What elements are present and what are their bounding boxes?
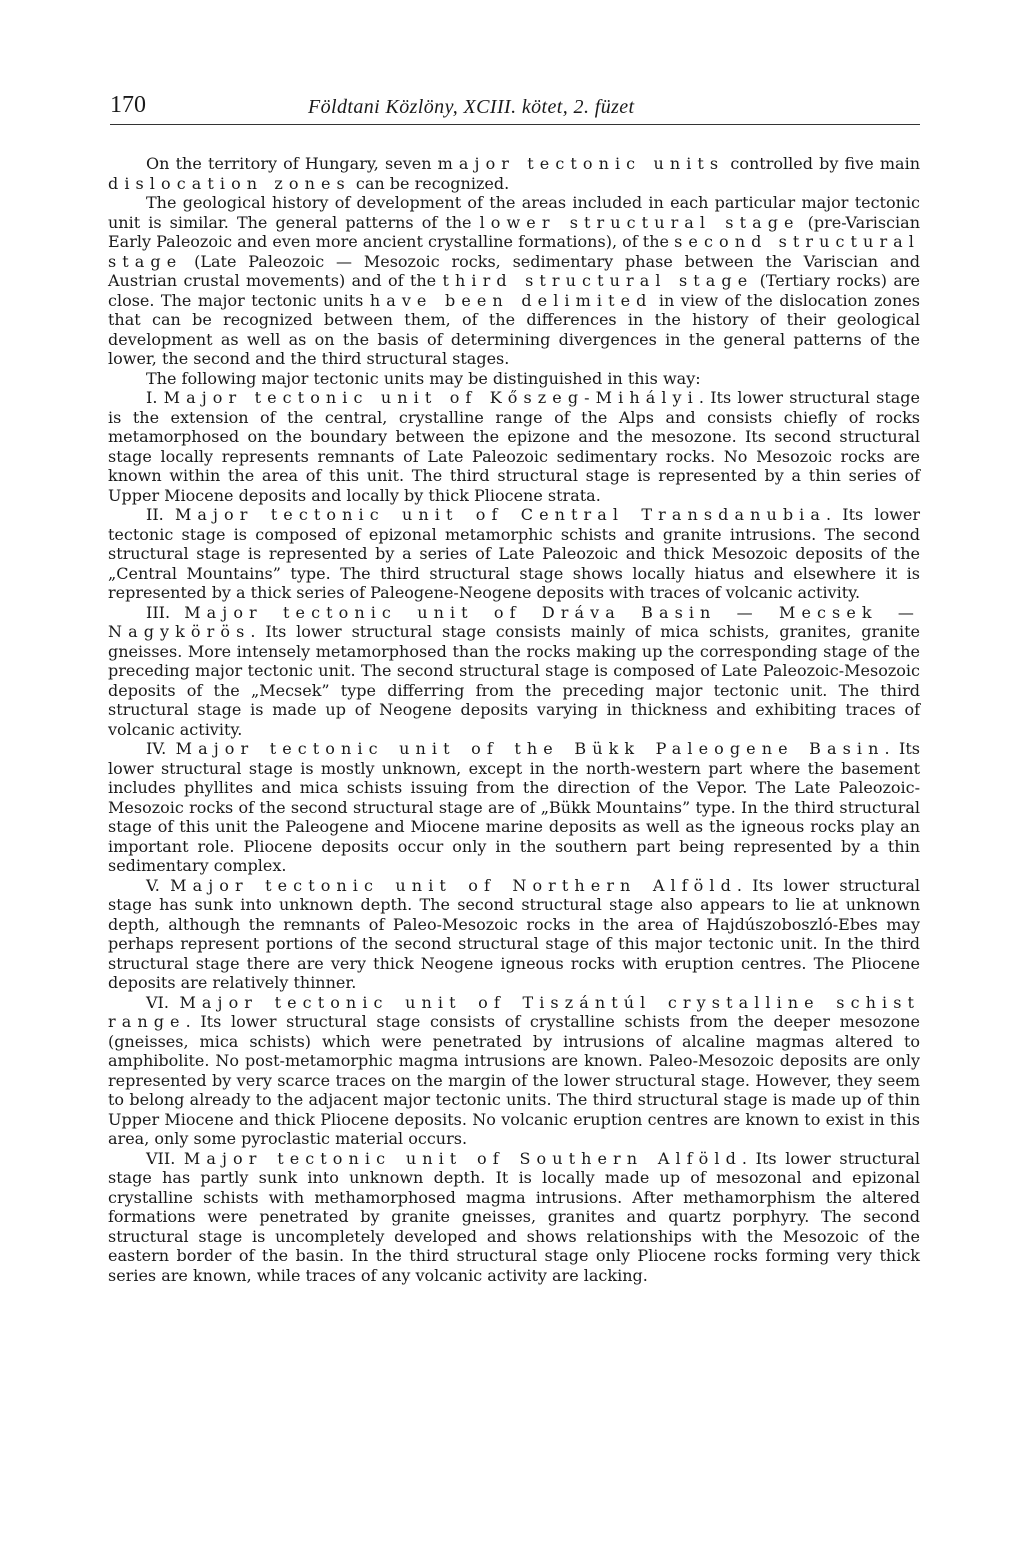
unit-heading: Major tectonic unit of Southern Alföld <box>183 1148 742 1168</box>
text-run: can be recognized. <box>350 173 510 193</box>
unit-numeral: III. <box>146 602 185 622</box>
unit-text: . Its lower structural stage is the extension of the central, crystalline range of the Alps and consists chiefly of rocks metamorphosed on the boundary between the epizone and the mesozone. Its second structural stage locally represents remnants of Late Paleozoic sedimentary rocks. No Mesozoic rocks are known within the area of this unit. The third structural stage is represented by a thin series of Upper Miocene deposits and locally by thick Pliocene strata. <box>108 388 920 505</box>
unit-heading: Major tectonic unit of Northern Alföld <box>170 875 737 895</box>
spaced-term: dislocation zones <box>108 173 351 193</box>
text-run: (Late Paleozoic — Mesozoic rocks, sedimentary phase between the Variscian and Austrian crustal movements) and of the <box>108 251 920 290</box>
paragraph-unit-7 <box>108 1149 920 1286</box>
unit-heading: Major tectonic unit of Central Transdanubia <box>174 505 826 524</box>
spaced-term: third structural stage <box>442 271 754 290</box>
unit-text: . Its lower structural stage consists mainly of mica schists, granites, granite gneisses. More intensely metamorphosed than the rocks making up the corresponding stage of the preceding major tectonic unit. The second structural stage is composed of Late Paleozoic-Mesozoic deposits of the „Mecsek” type differring from the preceding major tectonic unit. The third structural stage is made up of Neogene deposits varying in thickness and exhibiting traces of volcanic activity. <box>108 622 920 739</box>
article-body <box>108 154 920 1285</box>
text-run: The geological history of development of the areas included in each particular major tectonic unit is similar. The general patterns of the <box>108 193 920 232</box>
paragraph-unit-1 <box>108 388 920 505</box>
unit-heading: Major tectonic unit of Tiszántúl crystalline schist range <box>108 992 921 1031</box>
unit-text: . Its lower structural stage is mostly unknown, except in the north-western part where the basement includes phyllites and mica schists issuing from the direction of the Vepor. The Late Paleozoic-Mesozoic rocks of the second structural stage are of „Bükk Mountains” type. In the third structural stage of this unit the Paleogene and Miocene marine deposits as well as the igneous rocks play an important role. Pliocene deposits occur only in the southern part being represented by a thin sedimentary complex. <box>108 739 921 875</box>
unit-heading: Major tectonic unit of the Bükk Paleogene Basin <box>175 739 885 758</box>
unit-text: . Its lower structural stage consists of crystalline schists from the deeper mesozone (gneisses, mica schists) which were penetrated by intrusions of alcaline magmas altered to amphibolite. No post-metamorphic magma intrusions are known. Paleo-Mesozoic deposits are only represented by very scarce traces on the margin of the lower structural stage. However, they seem to belong already to the adjacent major tectonic units. The third structural stage is made up of thin Upper Miocene and thick Pliocene deposits. No volcanic eruption centres are known to exist in this area, only some pyroclastic material occurs. <box>108 1012 920 1148</box>
unit-numeral: II. <box>146 505 175 524</box>
unit-heading: Major tectonic unit of Dráva Basin — Mecsek — Nagykörös <box>108 602 920 641</box>
text-run: (pre-Variscian Early Paleozoic and even more ancient crystalline formations), of the <box>108 212 921 251</box>
text-run: controlled by five main <box>724 154 920 173</box>
unit-text: . Its lower structural stage has sunk into unknown depth. The second structural stage also appears to lie at unknown depth, although the remnants of Paleo-Mesozoic rocks in the area of Hajdúszoboszló-Ebes may perhaps represent portions of the second structural stage of this major tectonic unit. In the third structural stage there are very thick Neogene igneous rocks with eruption centres. The Pliocene deposits are relatively thinner. <box>108 875 920 992</box>
paragraph-unit-4 <box>108 739 920 876</box>
spaced-term: second structural stage <box>108 232 920 271</box>
page-header <box>110 92 920 125</box>
paragraph-unit-5 <box>108 876 920 993</box>
unit-text: . Its lower structural stage has partly sunk into unknown depth. It is locally made up of mesozonal and epizonal crystalline schists with methamorphosed magma intrusions. After methamorphism the altered formations were penetrated by granite gneisses, granites and quartz porphyry. The second structural stage is uncompletely developed and shows relationships with the Mesozoic of the eastern border of the basin. In the third structural stage only Pliocene rocks forming very thick series are known, while traces of any volcanic activity are lacking. <box>108 1148 921 1285</box>
spaced-term: lower structural stage <box>479 212 800 232</box>
paragraph-unit-6 <box>108 993 920 1149</box>
text-run: in view of the dislocation zones that can be recognized between them, of the differences in the history of their geological development as well as on the basis of determining divergences in the general patterns of the lower, the second and the third structural stages. <box>108 290 921 368</box>
paragraph-intro-3: The following major tectonic units may be distinguished in this way: <box>146 368 701 388</box>
journal-title: Földtani Közlöny, XCIII. kötet, 2. füzet <box>308 96 635 118</box>
text-run: (Tertiary rocks) are close. The major tectonic units <box>108 271 920 310</box>
unit-numeral: V. <box>146 875 171 895</box>
paragraph-intro-1 <box>108 154 920 193</box>
spaced-term: major tectonic units <box>437 154 725 173</box>
spaced-term: have been delimited <box>369 290 653 310</box>
paragraph-unit-3 <box>108 603 920 740</box>
unit-numeral: IV. <box>146 739 176 758</box>
unit-text: . Its lower tectonic stage is composed of epizonal metamorphic schists and granite intrusions. The second structural stage is represented by a series of Late Paleozoic and thick Mesozoic deposits of the „Central Mountains” type. The third structural stage shows locally hiatus and elsewhere it is represented by a thick series of Paleogene-Neogene deposits with traces of volcanic activity. <box>108 505 921 602</box>
page-number: 170 <box>110 92 146 118</box>
unit-numeral: VII. <box>146 1148 184 1168</box>
paragraph-intro-2 <box>108 193 920 369</box>
unit-numeral: I. <box>146 388 164 407</box>
unit-numeral: VI. <box>146 992 180 1012</box>
paragraph-unit-2 <box>108 505 920 603</box>
unit-heading: Major tectonic unit of Kőszeg-Mihályi <box>163 388 699 407</box>
text-run: On the territory of Hungary, seven <box>146 154 438 173</box>
